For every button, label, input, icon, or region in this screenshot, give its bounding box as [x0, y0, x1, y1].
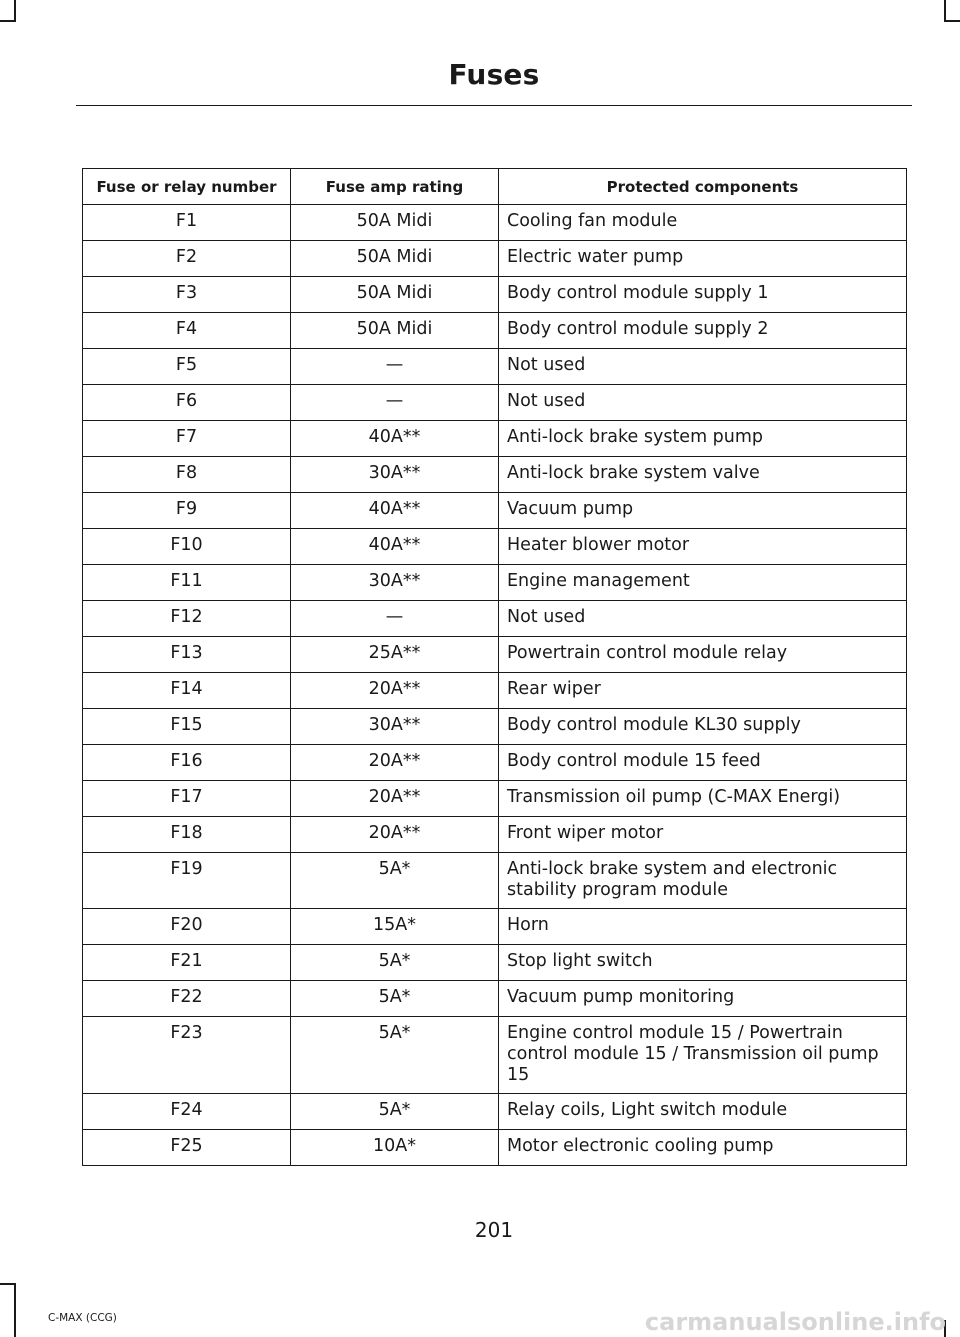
protected-component-cell: Vacuum pump — [499, 493, 907, 529]
amp-rating-cell: 50A Midi — [291, 205, 499, 241]
amp-rating-cell: 5A* — [291, 853, 499, 909]
fuse-number-cell: F18 — [83, 817, 291, 853]
table-row — [83, 909, 907, 945]
amp-rating-cell: 20A** — [291, 673, 499, 709]
fuse-number-cell: F4 — [83, 313, 291, 349]
table-row — [83, 457, 907, 493]
table-row — [83, 565, 907, 601]
amp-rating-cell: 5A* — [291, 1017, 499, 1094]
table-row — [83, 421, 907, 457]
crop-mark — [0, 1283, 16, 1285]
fuse-number-cell: F7 — [83, 421, 291, 457]
protected-component-cell: Cooling fan module — [499, 205, 907, 241]
fuse-number-cell: F14 — [83, 673, 291, 709]
table-row — [83, 385, 907, 421]
amp-rating-cell: 5A* — [291, 1094, 499, 1130]
fuse-number-cell: F22 — [83, 981, 291, 1017]
fuse-table-body — [83, 205, 907, 1166]
protected-component-cell: Stop light switch — [499, 945, 907, 981]
table-row — [83, 745, 907, 781]
protected-component-cell: Transmission oil pump (C-MAX Energi) — [499, 781, 907, 817]
fuse-number-cell: F16 — [83, 745, 291, 781]
fuse-number-cell: F21 — [83, 945, 291, 981]
fuse-table — [82, 168, 907, 1166]
fuse-number-cell: F23 — [83, 1017, 291, 1094]
protected-component-cell: Not used — [499, 385, 907, 421]
crop-mark — [0, 20, 16, 22]
fuse-number-cell: F10 — [83, 529, 291, 565]
column-header-protected-components: Protected components — [499, 169, 907, 205]
watermark: carmanualsonline.info — [644, 1308, 946, 1336]
table-row — [83, 493, 907, 529]
protected-component-cell: Motor electronic cooling pump — [499, 1130, 907, 1166]
protected-component-cell: Body control module KL30 supply — [499, 709, 907, 745]
protected-component-cell: Front wiper motor — [499, 817, 907, 853]
amp-rating-cell: 5A* — [291, 981, 499, 1017]
protected-component-cell: Relay coils, Light switch module — [499, 1094, 907, 1130]
title-divider — [76, 105, 912, 106]
table-row — [83, 981, 907, 1017]
amp-rating-cell: 20A** — [291, 781, 499, 817]
table-header-row — [83, 169, 907, 205]
protected-component-cell: Engine control module 15 / Powertrain control module 15 / Transmission oil pump 15 — [499, 1017, 907, 1094]
table-row — [83, 817, 907, 853]
amp-rating-cell: — — [291, 601, 499, 637]
protected-component-cell: Body control module 15 feed — [499, 745, 907, 781]
fuse-number-cell: F17 — [83, 781, 291, 817]
amp-rating-cell: 30A** — [291, 457, 499, 493]
table-row — [83, 241, 907, 277]
amp-rating-cell: 40A** — [291, 421, 499, 457]
amp-rating-cell: 50A Midi — [291, 277, 499, 313]
protected-component-cell: Heater blower motor — [499, 529, 907, 565]
table-row — [83, 313, 907, 349]
amp-rating-cell: 25A** — [291, 637, 499, 673]
page-title: Fuses — [448, 58, 540, 91]
amp-rating-cell: 40A** — [291, 493, 499, 529]
amp-rating-cell: 10A* — [291, 1130, 499, 1166]
fuse-number-cell: F5 — [83, 349, 291, 385]
protected-component-cell: Anti-lock brake system valve — [499, 457, 907, 493]
table-row — [83, 781, 907, 817]
page-number: 201 — [474, 1218, 514, 1242]
fuse-number-cell: F24 — [83, 1094, 291, 1130]
table-row — [83, 853, 907, 909]
table-row — [83, 709, 907, 745]
fuse-number-cell: F12 — [83, 601, 291, 637]
protected-component-cell: Not used — [499, 349, 907, 385]
fuse-number-cell: F15 — [83, 709, 291, 745]
amp-rating-cell: 50A Midi — [291, 313, 499, 349]
amp-rating-cell: 30A** — [291, 709, 499, 745]
amp-rating-cell: 40A** — [291, 529, 499, 565]
fuse-number-cell: F11 — [83, 565, 291, 601]
protected-component-cell: Vacuum pump monitoring — [499, 981, 907, 1017]
fuse-number-cell: F13 — [83, 637, 291, 673]
table-row — [83, 673, 907, 709]
protected-component-cell: Anti-lock brake system pump — [499, 421, 907, 457]
protected-component-cell: Anti-lock brake system and electronic stability program module — [499, 853, 907, 909]
protected-component-cell: Not used — [499, 601, 907, 637]
footer-model-label: C-MAX (CCG) — [48, 1312, 117, 1324]
fuse-number-cell: F6 — [83, 385, 291, 421]
amp-rating-cell: 50A Midi — [291, 241, 499, 277]
crop-mark — [944, 20, 960, 22]
table-row — [83, 1094, 907, 1130]
table-row — [83, 205, 907, 241]
column-header-fuse-number: Fuse or relay number — [83, 169, 291, 205]
table-row — [83, 349, 907, 385]
fuse-number-cell: F19 — [83, 853, 291, 909]
protected-component-cell: Electric water pump — [499, 241, 907, 277]
crop-mark — [944, 0, 946, 22]
amp-rating-cell: 20A** — [291, 817, 499, 853]
amp-rating-cell: 15A* — [291, 909, 499, 945]
crop-mark — [14, 0, 16, 22]
amp-rating-cell: 30A** — [291, 565, 499, 601]
amp-rating-cell: 5A* — [291, 945, 499, 981]
protected-component-cell: Powertrain control module relay — [499, 637, 907, 673]
table-row — [83, 601, 907, 637]
fuse-number-cell: F9 — [83, 493, 291, 529]
protected-component-cell: Engine management — [499, 565, 907, 601]
protected-component-cell: Body control module supply 1 — [499, 277, 907, 313]
protected-component-cell: Body control module supply 2 — [499, 313, 907, 349]
table-row — [83, 529, 907, 565]
fuse-number-cell: F25 — [83, 1130, 291, 1166]
amp-rating-cell: 20A** — [291, 745, 499, 781]
amp-rating-cell: — — [291, 349, 499, 385]
fuse-number-cell: F8 — [83, 457, 291, 493]
fuse-number-cell: F1 — [83, 205, 291, 241]
column-header-amp-rating: Fuse amp rating — [291, 169, 499, 205]
table-row — [83, 277, 907, 313]
table-row — [83, 637, 907, 673]
amp-rating-cell: — — [291, 385, 499, 421]
table-row — [83, 945, 907, 981]
fuse-number-cell: F3 — [83, 277, 291, 313]
table-row — [83, 1017, 907, 1094]
crop-mark — [14, 1283, 16, 1337]
fuse-number-cell: F20 — [83, 909, 291, 945]
table-row — [83, 1130, 907, 1166]
protected-component-cell: Rear wiper — [499, 673, 907, 709]
fuse-number-cell: F2 — [83, 241, 291, 277]
protected-component-cell: Horn — [499, 909, 907, 945]
